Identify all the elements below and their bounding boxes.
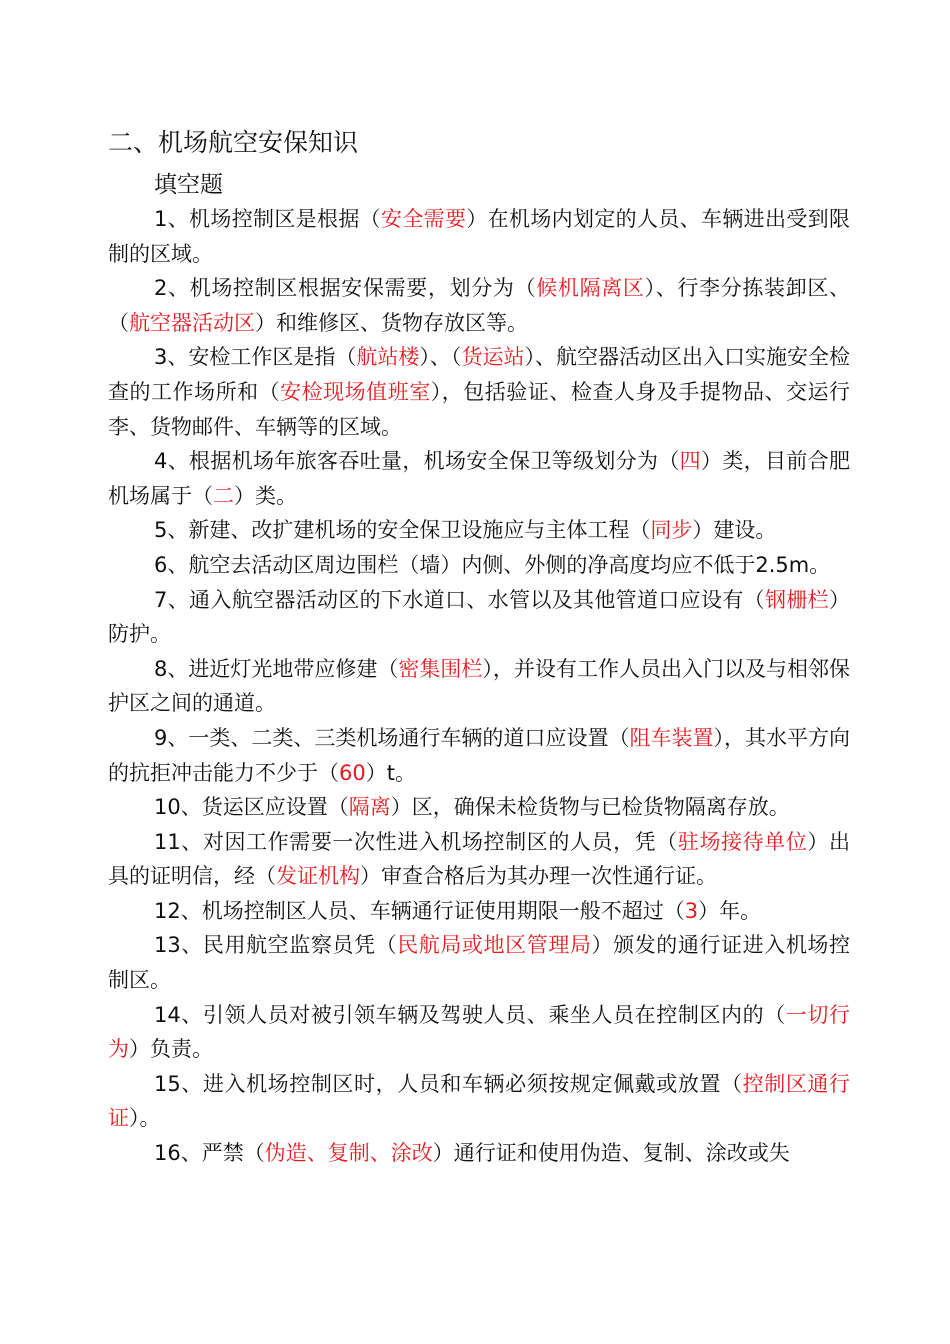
document-body	[108, 124, 850, 1171]
answer-text: 钢栅栏	[765, 587, 830, 612]
question-text: ）在机场内划定的人员、车辆进出受到限制的区域。	[108, 207, 850, 266]
answer-text: 伪造、复制、涂改	[264, 1141, 433, 1166]
answer-text: 候机隔离区	[536, 276, 645, 301]
answer-text: 安检现场值班室	[280, 379, 431, 404]
question-item	[108, 271, 850, 340]
question-text: ）类。	[234, 483, 297, 508]
question-text: 5、新建、改扩建机场的安全保卫设施应与主体工程（	[154, 518, 651, 543]
answer-text: 密集围栏	[398, 656, 483, 681]
question-item	[108, 202, 850, 271]
answer-text: 3	[684, 898, 699, 923]
question-item	[108, 548, 850, 583]
answer-text: 航空器活动区	[129, 310, 255, 335]
question-item	[108, 928, 850, 997]
question-item	[108, 340, 850, 444]
answer-text: 驻场接待单位	[677, 829, 808, 854]
question-text: ）负责。	[129, 1037, 213, 1062]
question-text: 13、民用航空监察员凭（	[154, 933, 398, 958]
question-text: 3、安检工作区是指（	[154, 345, 357, 370]
question-text: 14、引领人员对被引领车辆及驾驶人员、乘坐人员在控制区内的（	[154, 1002, 786, 1027]
question-text: ）通行证和使用伪造、复制、涂改或失	[432, 1141, 790, 1166]
answer-text: 隔离	[348, 795, 391, 820]
question-item	[108, 825, 850, 894]
question-item	[108, 721, 850, 790]
answer-text: 二	[213, 483, 234, 508]
question-text: ）审查合格后为其办理一次性通行证。	[360, 864, 717, 889]
question-text: ）类，目前合肥机场属于（	[108, 449, 851, 508]
answer-text: 同步	[650, 518, 693, 543]
question-text: ）防护。	[108, 587, 851, 647]
question-item	[108, 513, 850, 548]
question-text: ）建设。	[692, 518, 777, 543]
question-list	[108, 202, 850, 1171]
section-title: 二、机场航空安保知识	[108, 128, 359, 157]
answer-text: 阻车装置	[629, 725, 714, 750]
question-text: ），包括验证、检查人身及手提物品、交运行李、货物邮件、车辆等的区域。	[108, 379, 851, 439]
question-item	[108, 790, 850, 825]
question-text: ），并设有工作人员出入门以及与相邻保护区之间的通道。	[108, 656, 850, 716]
question-item	[108, 583, 850, 652]
question-item	[108, 1067, 850, 1136]
question-text: ）、航空器活动区出入口实施安全检查的工作场所和（	[108, 345, 851, 404]
question-text: 11、对因工作需要一次性进入机场控制区的人员，凭（	[154, 829, 678, 854]
answer-text: 货运站	[461, 345, 525, 370]
question-item	[108, 444, 850, 513]
answer-text: 控制区通行证	[108, 1071, 850, 1131]
answer-text: 四	[679, 449, 702, 474]
question-text: 7、通入航空器活动区的下水道口、水管以及其他管道口应设有（	[154, 587, 766, 612]
answer-text: 一切行为	[108, 1002, 850, 1062]
question-text: ）t。	[365, 760, 416, 785]
question-text: 16、严禁（	[154, 1141, 265, 1166]
question-text: ）、行李分拣装卸区、（	[108, 276, 851, 335]
question-text: 2、机场控制区根据安保需要，划分为（	[154, 276, 537, 301]
answer-text: 民航局或地区管理局	[397, 933, 592, 958]
question-text: ）、（	[419, 345, 462, 370]
question-text: ）和维修区、货物存放区等。	[255, 310, 528, 335]
answer-text: 航站楼	[356, 345, 420, 370]
answer-text: 60	[339, 760, 366, 785]
question-item	[108, 1136, 850, 1171]
question-text: 12、机场控制区人员、车辆通行证使用期限一般不超过（	[154, 898, 685, 923]
answer-text: 发证机构	[276, 864, 360, 889]
question-text: 1、机场控制区是根据（	[154, 207, 382, 231]
question-text: ），其水平方向的抗拒冲击能力不少于（	[108, 725, 851, 785]
question-text: 10、货运区应设置（	[154, 795, 349, 820]
question-item	[108, 894, 850, 929]
question-text: 6、航空去活动区周边围栏（墙）内侧、外侧的净高度均应不低于2.5m。	[154, 552, 831, 577]
question-item	[108, 652, 850, 721]
question-text: 4、根据机场年旅客吞吐量，机场安全保卫等级划分为（	[154, 449, 680, 474]
question-text: 9、一类、二类、三类机场通行车辆的道口应设置（	[154, 725, 630, 750]
answer-text: 安全需要	[381, 207, 467, 231]
subtitle: 填空题	[154, 172, 223, 198]
question-text: ）颁发的通行证进入机场控制区。	[108, 933, 850, 993]
question-text: ）年。	[698, 898, 762, 923]
question-text: ）区，确保未检货物与已检货物隔离存放。	[390, 795, 790, 820]
question-text: ）。	[129, 1106, 161, 1131]
question-text: 15、进入机场控制区时，人员和车辆必须按规定佩戴或放置（	[154, 1071, 743, 1096]
question-text: 8、进近灯光地带应修建（	[154, 656, 399, 681]
question-item	[108, 998, 850, 1067]
question-text: ）出具的证明信，经（	[108, 829, 851, 889]
